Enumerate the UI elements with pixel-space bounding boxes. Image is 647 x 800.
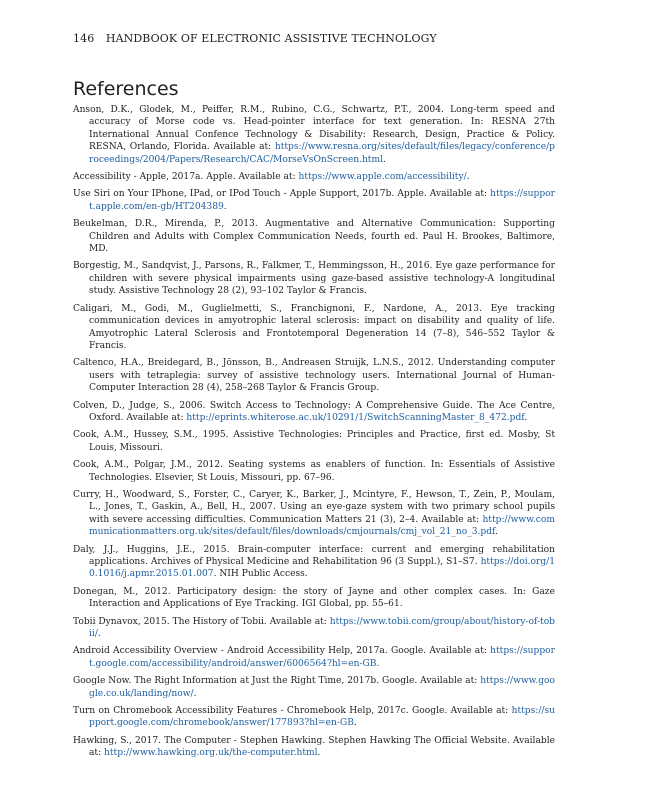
reference-text: Google Now. The Right Information at Just the Right Time, 2017b. Google. Available at: (73, 676, 481, 687)
reference-text: Cook, A.M., Hussey, S.M., 1995. Assistive Technologies: Principles and Practice, first ed. Mosby, St Louis, Missouri. (73, 430, 555, 453)
reference-suffix: . (353, 718, 357, 729)
reference-item (73, 171, 555, 183)
reference-link[interactable]: https://support.apple.com/en-gb/HT204389 (89, 189, 555, 212)
reference-text: Anson, D.K., Glodek, M., Peiffer, R.M., Rubino, C.G., Schwartz, P.T., 2004. Long-term speed and accuracy of Morse code vs. Head-pointer interface for text generation. In: RESNA 27th International Annual Confence Technology & Disability: Research, Design, Practice & Policy. RESNA, Orlando, Florida. Available at: (73, 105, 555, 153)
reference-item (73, 303, 555, 353)
reference-link[interactable]: https://doi.org/10.1016/j.apmr.2015.01.007 (89, 557, 555, 580)
reference-item (73, 260, 555, 297)
reference-item (73, 188, 555, 213)
reference-text: Use Siri on Your IPhone, IPad, or IPod Touch - Apple Support, 2017b. Apple. Available at: (73, 189, 491, 200)
reference-item (73, 489, 555, 539)
reference-item (73, 705, 555, 730)
reference-text: Donegan, M., 2012. Participatory design: the story of Jayne and other complex cases. In: Gaze Interaction and Applications of Eye Tracking. IGI Global, pp. 55–61. (73, 586, 555, 610)
reference-list (73, 104, 555, 765)
reference-item (73, 104, 555, 166)
reference-suffix: . (376, 658, 380, 669)
reference-item (73, 357, 555, 394)
running-header (73, 32, 437, 45)
reference-text: Curry, H., Woodward, S., Forster, C., Caryer, K., Barker, J., Mcintyre, F., Hewson, T., Zein, P., Moulam, L., Jones, T., Gaskin, A., Bell, H., 2007. Using an eye-gaze system with two primary school pupils with severe accessing difficulties. Communication Matters 21 (3), 2–4. Available at: (73, 489, 555, 525)
reference-suffix: . (524, 412, 528, 423)
reference-text: Caltenco, H.A., Breidegard, B., Jönsson, B., Andreasen Struijk, L.N.S., 2012. Understanding computer users with tetraplegia: survey of assistive technology users. International Journal of Human-Computer Interaction 28 (4), 258–268 Taylor & Francis Group. (73, 358, 555, 394)
reference-item (73, 544, 555, 581)
reference-item (73, 586, 555, 611)
reference-suffix: . (317, 748, 321, 759)
reference-suffix: . (383, 154, 386, 165)
reference-item (73, 616, 555, 641)
reference-suffix: . NIH Public Access. (213, 569, 308, 580)
reference-link[interactable]: https://www.google.co.uk/landing/now/ (89, 676, 555, 699)
reference-item (73, 645, 555, 670)
reference-link[interactable]: https://support.google.com/accessibility/android/answer/6006564?hl=en-GB (89, 646, 555, 669)
reference-text: Beukelman, D.R., Mirenda, P., 2013. Augmentative and Alternative Communication: Supporting Children and Adults with Complex Communication Needs, fourth ed. Paul H. Brookes, Baltimore, MD. (73, 219, 555, 255)
reference-text: Colven, D., Judge, S., 2006. Switch Access to Technology: A Comprehensive Guide. The Ace Centre, Oxford. Available at: (73, 400, 555, 423)
reference-link[interactable]: http://www.hawking.org.uk/the-computer.html (104, 748, 318, 759)
reference-item (73, 400, 555, 425)
reference-suffix: . (223, 201, 227, 212)
reference-text: Cook, A.M., Polgar, J.M., 2012. Seating systems as enablers of function. In: Essentials of Assistive Technologies. Elsevier, St Louis, Missouri, pp. 67–96. (73, 460, 555, 483)
reference-text: Android Accessibility Overview - Android Accessibility Help, 2017a. Google. Available at: (73, 646, 491, 657)
reference-link[interactable]: https://support.google.com/chromebook/answer/177893?hl=en-GB (89, 706, 555, 729)
reference-suffix: . (193, 688, 197, 699)
reference-item (73, 218, 555, 255)
reference-link[interactable]: https://www.resna.org/sites/default/files/legacy/conference/proceedings/2004/Papers/Research/CAC/MorseVsOnScreen.html (89, 142, 555, 165)
reference-text: Tobii Dynavox, 2015. The History of Tobii. Available at: (73, 616, 330, 627)
reference-suffix: . (466, 172, 470, 183)
reference-link[interactable]: https://www.tobii.com/group/about/history-of-tobii/ (89, 616, 555, 640)
reference-item (73, 675, 555, 700)
reference-item (73, 429, 555, 454)
reference-suffix: . (495, 527, 498, 538)
reference-link[interactable]: http://www.communicationmatters.org.uk/sites/default/files/downloads/cmjournals/cmj_vol_21_no_3.pdf (89, 514, 555, 538)
reference-text: Turn on Chromebook Accessibility Features - Chromebook Help, 2017c. Google. Available at: (73, 706, 512, 717)
reference-text: Daly, J.J., Huggins, J.E., 2015. Brain-computer interface: current and emerging rehabilitation applications. Archives of Physical Medicine and Rehabilitation 96 (3 Suppl.), S1–S7. (73, 544, 555, 567)
page-number: 146 (73, 32, 95, 45)
reference-item (73, 459, 555, 484)
reference-text: Borgestig, M., Sandqvist, J., Parsons, R., Falkmer, T., Hemmingsson, H., 2016. Eye gaze performance for children with severe physical impairments using gaze-based assistive technology-A longitudinal study. Assistive Technology 28 (2), 93–102 Taylor & Francis. (73, 261, 555, 297)
reference-item (73, 735, 555, 760)
reference-text: Hawking, S., 2017. The Computer - Stephen Hawking. Stephen Hawking The Official Website. Available at: (73, 735, 555, 759)
reference-link[interactable]: https://www.apple.com/accessibility/ (298, 172, 467, 183)
reference-text: Caligari, M., Godi, M., Guglielmetti, S., Franchignoni, F., Nardone, A., 2013. Eye tracking communication devices in amyotrophic lateral sclerosis: impact on disability and quality of life. Amyotrophic Lateral Sclerosis and Frontotemporal Degeneration 14 (7–8), 546–552 Taylor & Francis. (73, 303, 555, 351)
section-title: References (73, 78, 179, 100)
reference-suffix: . (97, 629, 101, 640)
reference-text: Accessibility - Apple, 2017a. Apple. Available at: (73, 172, 299, 183)
book-title: HANDBOOK OF ELECTRONIC ASSISTIVE TECHNOLOGY (105, 32, 437, 45)
reference-link[interactable]: http://eprints.whiterose.ac.uk/10291/1/SwitchScanningMaster_8_472.pdf (186, 412, 525, 423)
